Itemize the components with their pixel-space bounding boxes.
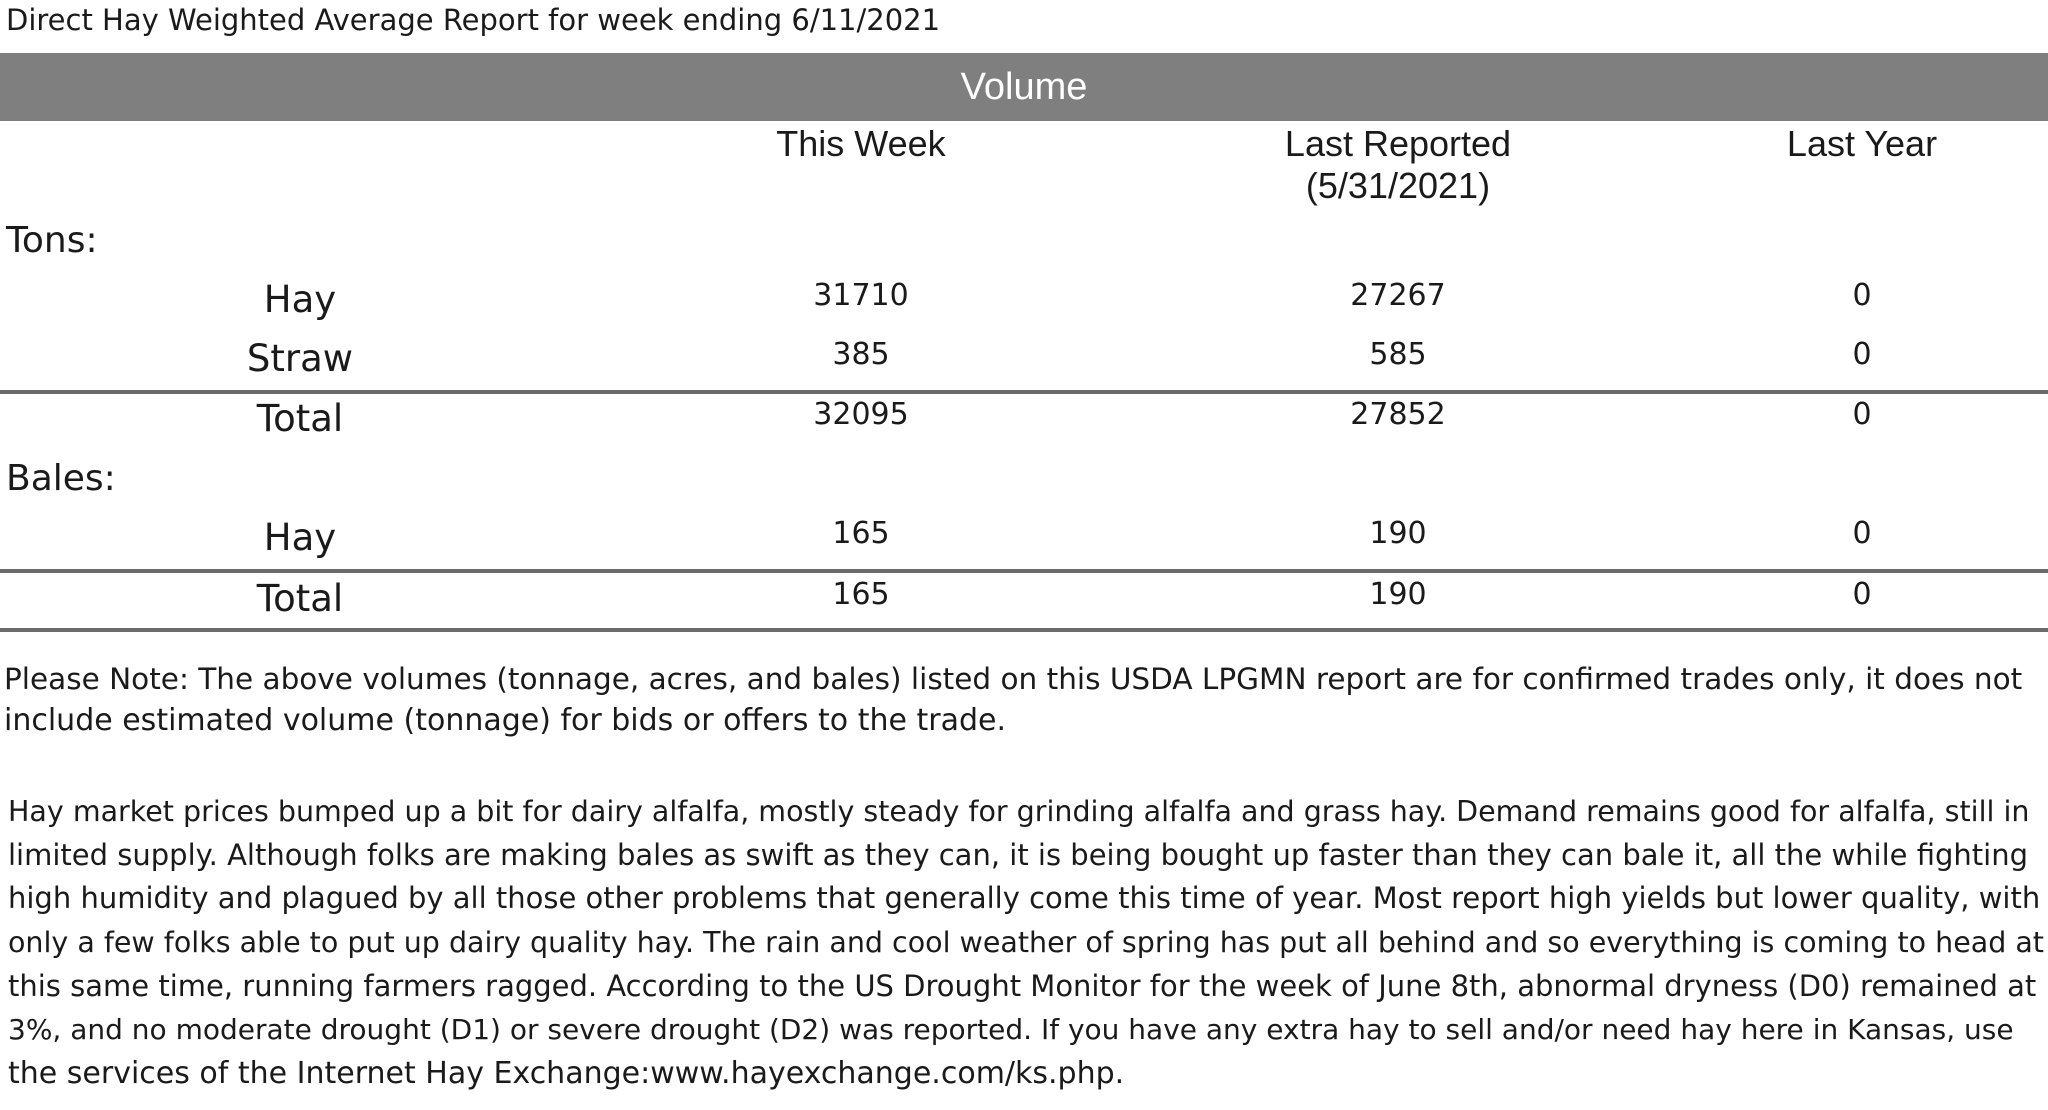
commentary-line: limited supply. Although folks are making bales as swift as they can, it is being bought up faster than they can bale it, all the while fighting [8,838,2028,872]
cell-this-week: 165 [832,577,890,612]
volume-note-line: Please Note: The above volumes (tonnage, acres, and bales) listed on this USDA LPGMN report are for confirmed trades only, it does not [4,662,2023,696]
commentary-line: only a few folks able to put up dairy quality hay. The rain and cool weather of spring has put all behind and so everything is coming to head at [8,926,2044,959]
cell-last-reported: 27267 [1350,278,1446,313]
cell-last-reported: 27852 [1350,397,1446,432]
commentary-line: this same time, running farmers ragged. According to the US Drought Monitor for the week of June 8th, abnormal dryness (D0) remained at [8,969,2037,1003]
column-header-this-week: This Week [776,123,946,164]
commentary-line: 3%, and no moderate drought (D1) or severe drought (D2) was reported. If you have any extra hay to sell and/or need hay here in Kansas, use [8,1013,2014,1046]
tons-subtotal-divider [0,390,2048,394]
cell-last-reported: 585 [1369,337,1427,372]
cell-last-year: 0 [1852,278,1872,313]
commentary-line: Hay market prices bumped up a bit for dairy alfalfa, mostly steady for grinding alfalfa and grass hay. Demand remains good for alfalfa, still in [8,795,2030,828]
commentary-line: the services of the Internet Hay Exchange:www.hayexchange.com/ks.php. [8,1056,1125,1091]
row-label: Straw [246,337,354,380]
report-title: Direct Hay Weighted Average Report for week ending 6/11/2021 [6,3,941,37]
volume-note-line: include estimated volume (tonnage) for bids or offers to the trade. [4,703,1006,738]
commentary-line: high humidity and plagued by all those other problems that generally come this time of year. Most report high yields but lower quality, with [8,881,2041,915]
cell-this-week: 385 [832,337,890,372]
cell-last-year: 0 [1852,337,1872,372]
cell-last-year: 0 [1852,397,1872,432]
cell-last-reported: 190 [1369,577,1427,612]
cell-last-reported: 190 [1369,516,1427,551]
cell-last-year: 0 [1852,516,1872,551]
cell-last-year: 0 [1852,577,1872,612]
row-label: Total [256,577,344,620]
cell-this-week: 32095 [813,397,909,432]
row-label: Total [256,397,344,440]
section-label-bales: Bales: [6,458,116,499]
table-bottom-divider [0,628,2048,632]
cell-this-week: 31710 [813,278,909,313]
bales-subtotal-divider [0,569,2048,573]
row-label: Hay [263,278,337,321]
volume-banner-title: Volume [960,66,1088,108]
row-label: Hay [263,516,337,559]
cell-this-week: 165 [832,516,890,551]
column-header-last-year: Last Year [1786,123,1938,164]
section-label-tons: Tons: [6,220,98,261]
column-header-last-reported: Last Reported [1284,123,1512,164]
column-header-last-reported-date: (5/31/2021) [1305,165,1491,206]
